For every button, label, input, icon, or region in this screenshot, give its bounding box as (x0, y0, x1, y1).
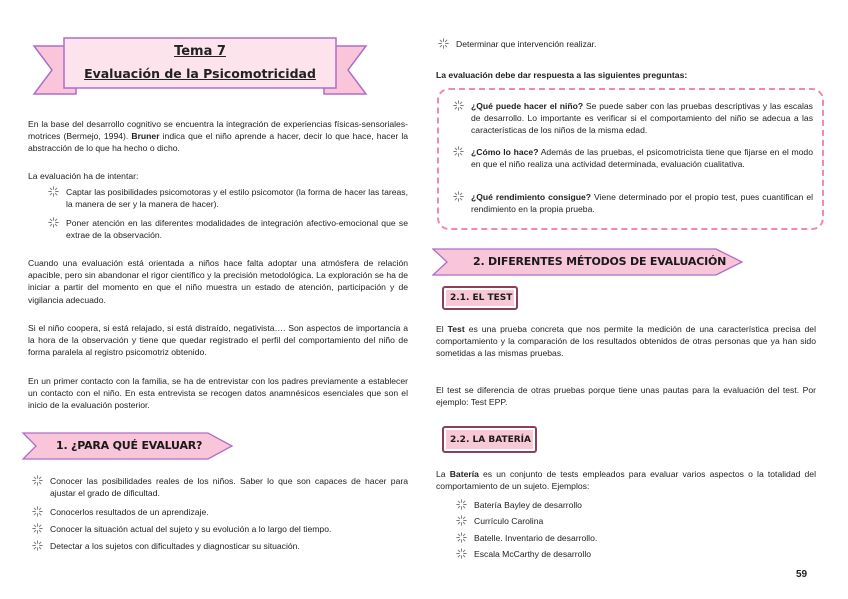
list-item: Conocer las posibilidades reales de los niños. Saber lo que son capaces de hacer para ajustar el grado de dificultad. (50, 475, 408, 499)
intro-paragraph-3: Cuando una evaluación está orientada a niños hace falta adoptar una atmósfera de relación apacible, pero sin abandonar el rigor científico y la precisión metodológica. La exploración se ha de iniciar a partir del momento en que el niño muestra un estado de atención, participación y de vigilancia adecuado. (28, 258, 408, 305)
list-item: Determinar que intervención realizar. (456, 38, 816, 50)
sparkle-bullet-icon (32, 506, 43, 517)
page-number: 59 (796, 569, 808, 580)
sparkle-bullet-icon (32, 475, 43, 486)
list-item: ¿Qué puede hacer el niño? Se puede saber con las pruebas descriptivas y las escalas de desarrollo. Lo importante es verificar si el comportamiento del niño se adecua a las características de los niños de la misma edad. (471, 100, 813, 137)
sparkle-bullet-icon (453, 100, 464, 111)
sparkle-bullet-icon (456, 548, 467, 559)
list-item: Conocer la situación actual del sujeto y su evolución a lo largo del tiempo. (50, 523, 408, 535)
list-item: ¿Qué rendimiento consigue? Viene determinado por el propio test, pues cuantifican el rendimiento en la propia prueba. (471, 191, 813, 215)
section-1-banner (22, 431, 234, 461)
list-item: Batería Bayley de desarrollo (474, 499, 804, 511)
sparkle-bullet-icon (456, 499, 467, 510)
list-item: Poner atención en las diferentes modalidades de integración afectivo-emocional que se extrae de la observación. (66, 217, 408, 241)
list-item: Captar las posibilidades psicomotoras y el estilo psicomotor (la forma de hacer las tareas, la manera de ser y la manera de hacer). (66, 186, 408, 210)
battery-paragraph: La Batería es un conjunto de tests empleados para evaluar varios aspectos o la totalidad del comportamiento de un sujeto. Ejemplos: (436, 469, 816, 492)
list-item: ¿Cómo lo hace? Además de las pruebas, el psicomotricista tiene que fijarse en el modo en que el niño realiza una actividad determinada, evaluación cualitativa. (471, 146, 813, 170)
list-item: Escala McCarthy de desarrollo (474, 548, 804, 560)
title-line1: Tema 7 (174, 44, 226, 59)
list-item: Batelle. Inventario de desarrollo. (474, 532, 804, 544)
sparkle-bullet-icon (453, 146, 464, 157)
section-1-heading: 1. ¿PARA QUÉ EVALUAR? (56, 439, 203, 452)
intro-paragraph-4: Si el niño coopera, si está relajado, si está distraído, negativista…. Son aspectos de importancia a la hora de la observación y tiene que quedar registrado el perfil del comportamiento del niño de forma paralela al registro psicomotriz obtenido. (28, 323, 408, 358)
list-item: Currículo Carolina (474, 515, 804, 527)
intro-paragraph-2: La evaluación ha de intentar: (28, 171, 139, 181)
intro-paragraph-5: En un primer contacto con la familia, se ha de entrevistar con los padres previamente a establecer un contacto con el niño. En esta entrevista se recogen datos anamnésicos esenciales que son el inicio de la evaluación posterior. (28, 376, 408, 411)
list-item: Conocerlos resultados de un aprendizaje. (50, 506, 408, 518)
title-banner (30, 32, 370, 98)
questions-intro: La evaluación debe dar respuesta a las siguientes preguntas: (436, 70, 688, 80)
sparkle-bullet-icon (32, 523, 43, 534)
subsection-2-2-title: 2.2. LA BATERÍA (442, 426, 537, 453)
sparkle-bullet-icon (32, 540, 43, 551)
section-2-heading: 2. DIFERENTES MÉTODOS DE EVALUACIÓN (473, 255, 727, 268)
title-line2: Evaluación de la Psicomotricidad (84, 66, 316, 81)
ribbon-shape (30, 32, 370, 98)
test-paragraph-1: El Test es una prueba concreta que nos permite la medición de una característica precisa del comportamiento y la comparación de los resultados obtenidos de otras personas que ya han sido sometidas a las mismas pruebas. (436, 324, 816, 359)
test-paragraph-2: El test se diferencia de otras pruebas porque tiene unas pautas para la evaluación del test. Por ejemplo: Test EPP. (436, 385, 816, 408)
sparkle-bullet-icon (48, 217, 59, 228)
sparkle-bullet-icon (438, 38, 449, 49)
section-2-banner (432, 247, 744, 277)
sparkle-bullet-icon (48, 186, 59, 197)
list-item: Detectar a los sujetos con dificultades y diagnosticar su situación. (50, 540, 408, 552)
sparkle-bullet-icon (456, 515, 467, 526)
intro-paragraph-1: En la base del desarrollo cognitivo se encuentra la integración de experiencias físicas-sensoriales-motrices (Bermejo, 1994). Bruner indica que el niño aprende a hacer, decir lo que hace, hacer la abstracción de lo que ha hecho o dicho. (28, 119, 409, 154)
subsection-2-1-title: 2.1. EL TEST (442, 286, 518, 310)
sparkle-bullet-icon (453, 191, 464, 202)
sparkle-bullet-icon (456, 532, 467, 543)
